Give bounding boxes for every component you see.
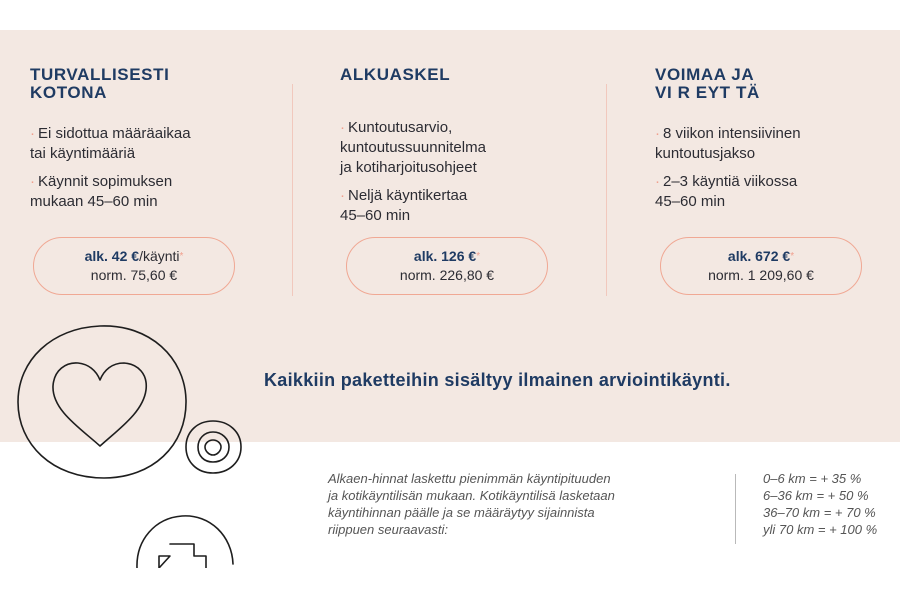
package-alkuaskel [340,66,590,234]
package-item: · Ei sidottua määräaikaa tai käyntimääriä [30,125,191,162]
bullet-dot: · [30,125,35,142]
bullet-dot: · [340,187,345,204]
price-norm: norm. 1 209,60 € [708,267,814,283]
column-divider [292,84,293,296]
rate-row: 6–36 km = + 50 % [763,488,869,503]
price-pill-alkuaskel [346,237,548,295]
big-circle-icon [18,326,186,478]
asterisk: * [476,251,481,262]
package-item: · 8 viikon intensiivinen kuntoutusjakso [655,125,801,162]
price-main: alk. 126 € [413,248,477,264]
plus-cross-icon [137,516,233,568]
bullet-dot: · [655,173,660,190]
price-suffix: /käynti [139,248,180,264]
asterisk: * [790,251,795,262]
asterisk: * [179,251,184,262]
package-item: · Käynnit sopimuksen mukaan 45–60 min [30,173,173,210]
bullet-dot: · [340,119,345,136]
column-divider [606,84,607,296]
package-title: VOIMAA JA VI R EYT TÄ [655,65,760,102]
distance-rates [763,470,877,538]
price-norm: norm. 226,80 € [399,267,495,283]
decorative-illustration [0,318,260,568]
note-divider [735,474,736,544]
package-item: · Neljä käyntikertaa 45–60 min [340,187,468,224]
price-pill-voimaa-ja-vireytta [660,237,862,295]
included-assessment-tagline: Kaikkiin paketteihin sisältyy ilmainen arviointikäynti. [264,370,731,390]
price-norm: norm. 75,60 € [90,267,178,283]
package-title: ALKUASKEL [340,65,451,84]
rate-row: 0–6 km = + 35 % [763,471,862,486]
package-item: · Kuntoutusarvio, kuntoutussuunnitelma ja kotiharjoitusohjeet [340,119,486,176]
target-icon [186,421,241,473]
price-pill-turvallisesti-kotona [33,237,235,295]
rate-row: yli 70 km = + 100 % [763,522,878,537]
heart-icon [53,363,146,446]
package-voimaa-ja-vireytta [655,66,900,220]
price-main: alk. 672 € [727,248,791,264]
package-title: TURVALLISESTI KOTONA [30,65,170,102]
bullet-dot: · [30,173,35,190]
price-main: alk. 42 € [84,248,140,264]
package-turvallisesti-kotona [30,66,280,220]
package-item: · 2–3 käyntiä viikossa 45–60 min [655,173,798,210]
bullet-dot: · [655,125,660,142]
pricing-note: Alkaen-hinnat laskettu pienimmän käyntipituuden ja kotikäyntilisän mukaan. Kotikäyntilisä lasketaan käyntihinnan päälle ja se määräytyy sijainnista riippuen seuraavasti: [328,471,615,537]
rate-row: 36–70 km = + 70 % [763,505,876,520]
